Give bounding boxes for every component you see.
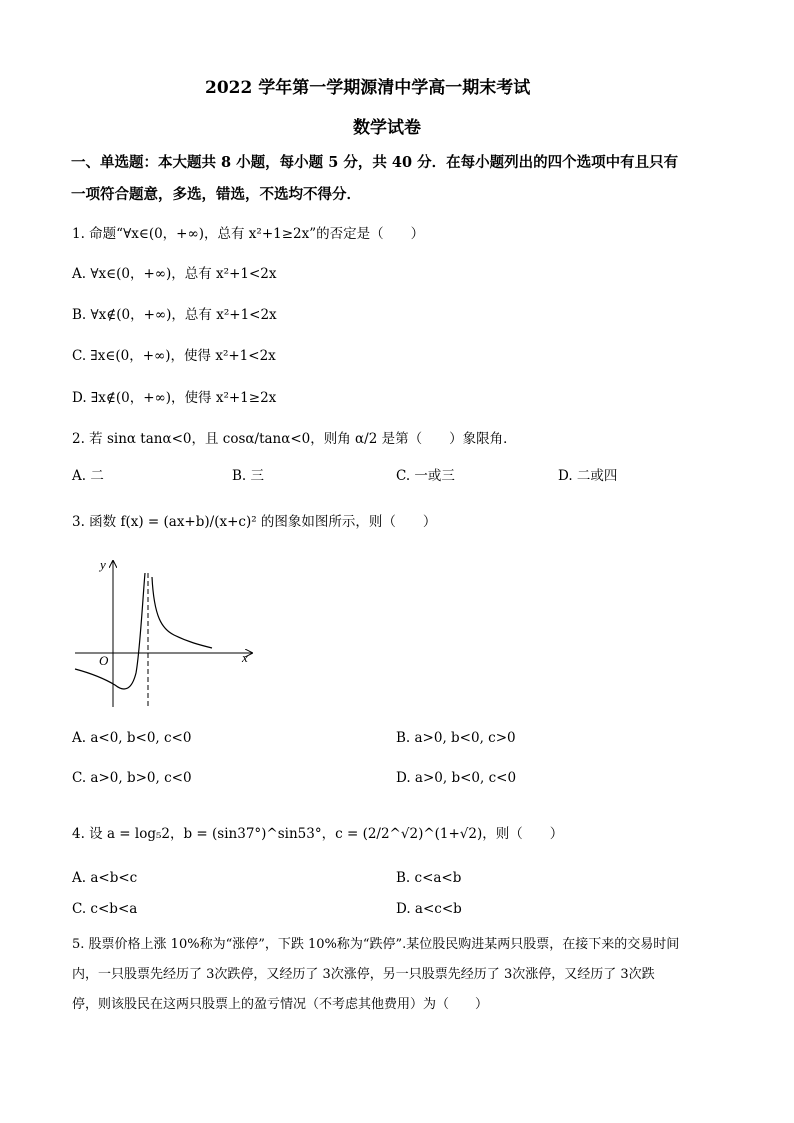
question-2-option-c: C. 一或三 xyxy=(396,468,455,484)
question-2-option-a: A. 二 xyxy=(72,468,104,484)
x-axis-label: x xyxy=(242,650,248,665)
question-3-option-a: A. a<0, b<0, c<0 xyxy=(72,730,192,746)
right-branch-curve xyxy=(152,577,212,648)
question-3-option-d: D. a>0, b<0, c<0 xyxy=(396,770,517,786)
question-2-option-d: D. 二或四 xyxy=(558,468,618,484)
exam-subtitle: 数学试卷 xyxy=(353,118,421,138)
question-4-option-a: A. a<b<c xyxy=(72,870,138,886)
question-5-line2: 内，一只股票先经历了 3次跌停，又经历了 3次涨停，另一只股票先经历了 3次涨停，又经历了 3次跌 xyxy=(72,967,655,982)
question-5-line3: 停，则该股民在这两只股票上的盈亏情况（不考虑其他费用）为（ ） xyxy=(72,997,489,1012)
exam-title: 2022 学年第一学期源清中学高一期末考试 xyxy=(205,78,531,98)
question-1-option-a: A. ∀x∈(0，+∞)，总有 x²+1<2x xyxy=(72,266,277,282)
question-1-stem: 1. 命题“∀x∈(0，+∞)，总有 x²+1≥2x”的否定是（ ） xyxy=(72,226,425,242)
question-5-line1: 5. 股票价格上涨 10%称为“涨停”，下跌 10%称为“跌停”.某位股民购进某两只股票，在接下来的交易时间 xyxy=(72,937,680,952)
question-2-stem: 2. 若 sinα tanα<0，且 cosα/tanα<0，则角 α/2 是第（ ）象限角． xyxy=(72,431,517,447)
section-heading-line1: 一、单选题：本大题共 8 小题，每小题 5 分，共 40 分．在每小题列出的四个选项中有且只有 xyxy=(71,154,679,171)
question-4-stem: 4. 设 a = log₅2，b = (sin37°)^sin53°，c = (2/2^√2)^(1+√2)，则（ ） xyxy=(72,826,564,842)
y-axis-label: y xyxy=(100,557,106,572)
question-3-stem: 3. 函数 f(x) = (ax+b)/(x+c)² 的图象如图所示，则（ ） xyxy=(72,514,437,530)
question-4-option-d: D. a<c<b xyxy=(396,901,462,917)
question-4-option-b: B. c<a<b xyxy=(396,870,462,886)
question-3-option-c: C. a>0, b>0, c<0 xyxy=(72,770,192,786)
left-branch-curve xyxy=(75,573,145,689)
question-1-option-c: C. ∃x∈(0，+∞)，使得 x²+1<2x xyxy=(72,348,276,364)
question-1-option-b: B. ∀x∉(0，+∞)，总有 x²+1<2x xyxy=(72,307,277,323)
question-4-option-c: C. c<b<a xyxy=(72,901,138,917)
origin-label: O xyxy=(99,653,109,668)
question-1-option-d: D. ∃x∉(0，+∞)，使得 x²+1≥2x xyxy=(72,390,277,406)
function-graph xyxy=(70,555,260,715)
section-heading-line2: 一项符合题意，多选，错选，不选均不得分． xyxy=(71,186,361,203)
question-3-option-b: B. a>0, b<0, c>0 xyxy=(396,730,516,746)
question-2-option-b: B. 三 xyxy=(232,468,265,484)
